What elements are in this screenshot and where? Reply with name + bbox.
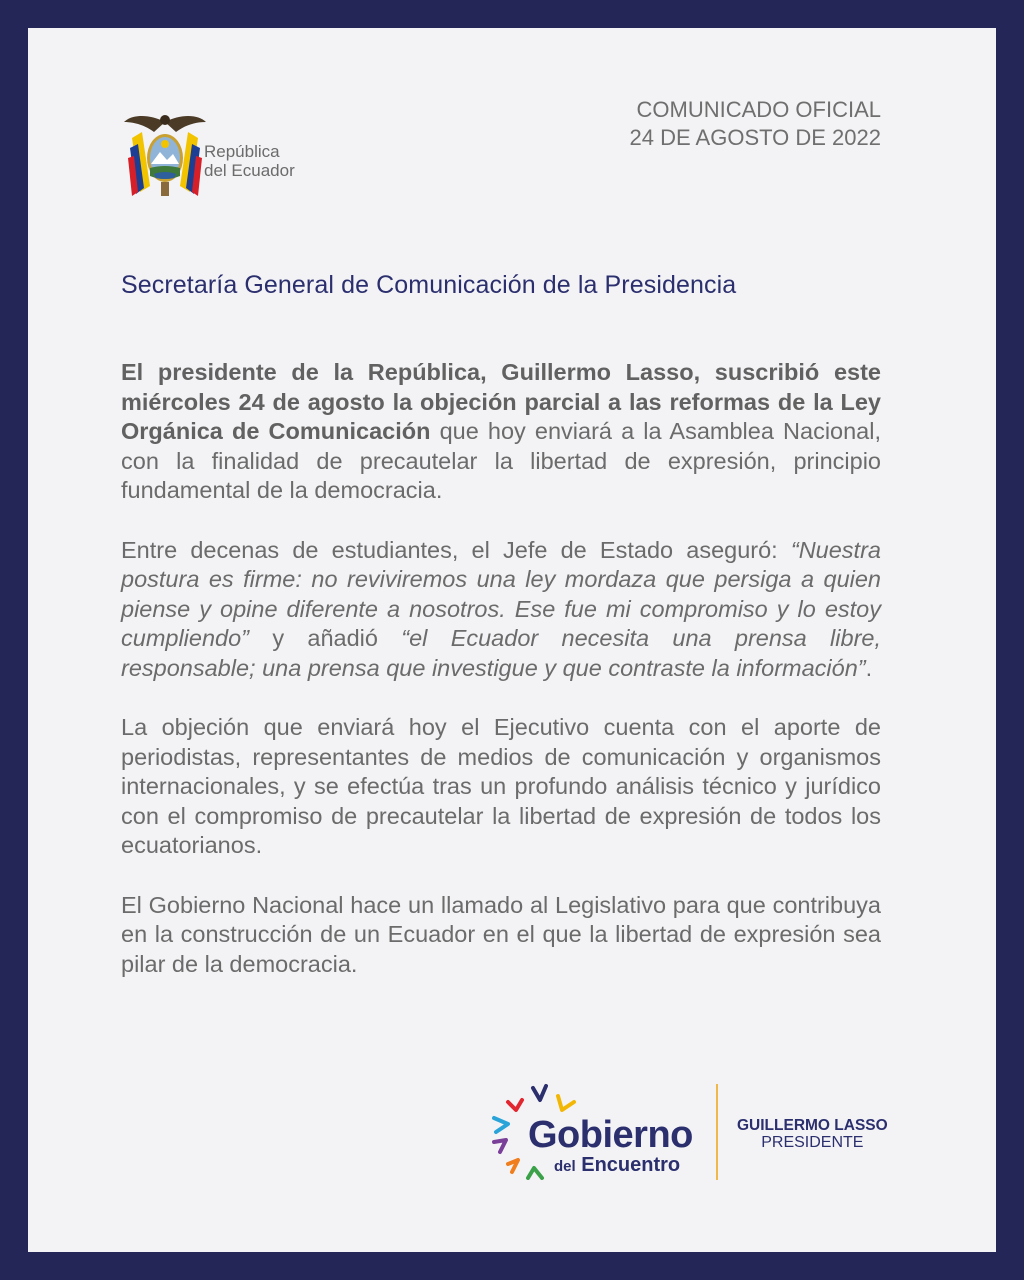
- paragraph-1: [121, 358, 881, 506]
- department-title: Secretaría General de Comunicación de la Presidencia: [121, 271, 737, 299]
- president-title: PRESIDENTE: [761, 1134, 864, 1151]
- paragraph-1-rest: que hoy enviará a la Asamblea Nacional, con la finalidad de precautelar la libertad de expresión, principio fundamental de la democracia.: [121, 418, 881, 503]
- logo-wordmark-sub: [554, 1154, 680, 1177]
- paragraph-2-end: .: [865, 654, 873, 681]
- document-date: 24 DE AGOSTO DE 2022: [629, 125, 881, 150]
- logo-wordmark-prefix: del: [554, 1158, 576, 1175]
- logo-wordmark-sub-text: Encuentro: [581, 1154, 681, 1176]
- document-header: [630, 96, 882, 152]
- seal-caption: [204, 142, 295, 180]
- communique-body: [121, 358, 881, 1009]
- paragraph-2-intro: Entre decenas de estudiantes, el Jefe de Estado aseguró:: [121, 536, 791, 563]
- paragraph-2-quote-2: “el Ecuador necesita una prensa libre, responsable; una prensa que investigue y que contraste la información”: [121, 625, 881, 681]
- president-name: GUILLERMO LASSO: [737, 1117, 888, 1134]
- logo-wordmark-main: Gobierno: [528, 1114, 693, 1156]
- footer-divider: [716, 1084, 718, 1180]
- document-type: COMUNICADO OFICIAL: [636, 97, 881, 122]
- ecuador-coat-of-arms-icon: [120, 108, 210, 200]
- seal-caption-line1: República: [204, 142, 280, 161]
- paragraph-2-quote-1: “Nuestra postura es firme: no reviviremos una ley mordaza que persiga a quien piense y opine diferente a nosotros. Ese fue mi compromiso y lo estoy cumpliendo”: [121, 536, 881, 651]
- paragraph-3: La objeción que enviará hoy el Ejecutivo cuenta con el aporte de periodistas, representantes de medios de comunicación y organismos internacionales, y se efectúa tras un profundo análisis técnico y jurídico con el compromiso de precautelar la libertad de expresión de todos los ecuatorianos.: [121, 714, 881, 858]
- president-signature-block: [737, 1117, 888, 1151]
- paragraph-4: El Gobierno Nacional hace un llamado al Legislativo para que contribuya en la construcción de un Ecuador en el que la libertad de expresión sea pilar de la democracia.: [121, 891, 881, 977]
- seal-caption-line2: del Ecuador: [204, 161, 295, 180]
- paragraph-2: [121, 536, 881, 684]
- paragraph-1-bold: El presidente de la República, Guillermo Lasso, suscribió este miércoles 24 de agosto la objeción parcial a las reformas de la Ley Orgánica de Comunicación: [121, 359, 881, 444]
- paragraph-2-mid: y añadió: [249, 625, 402, 651]
